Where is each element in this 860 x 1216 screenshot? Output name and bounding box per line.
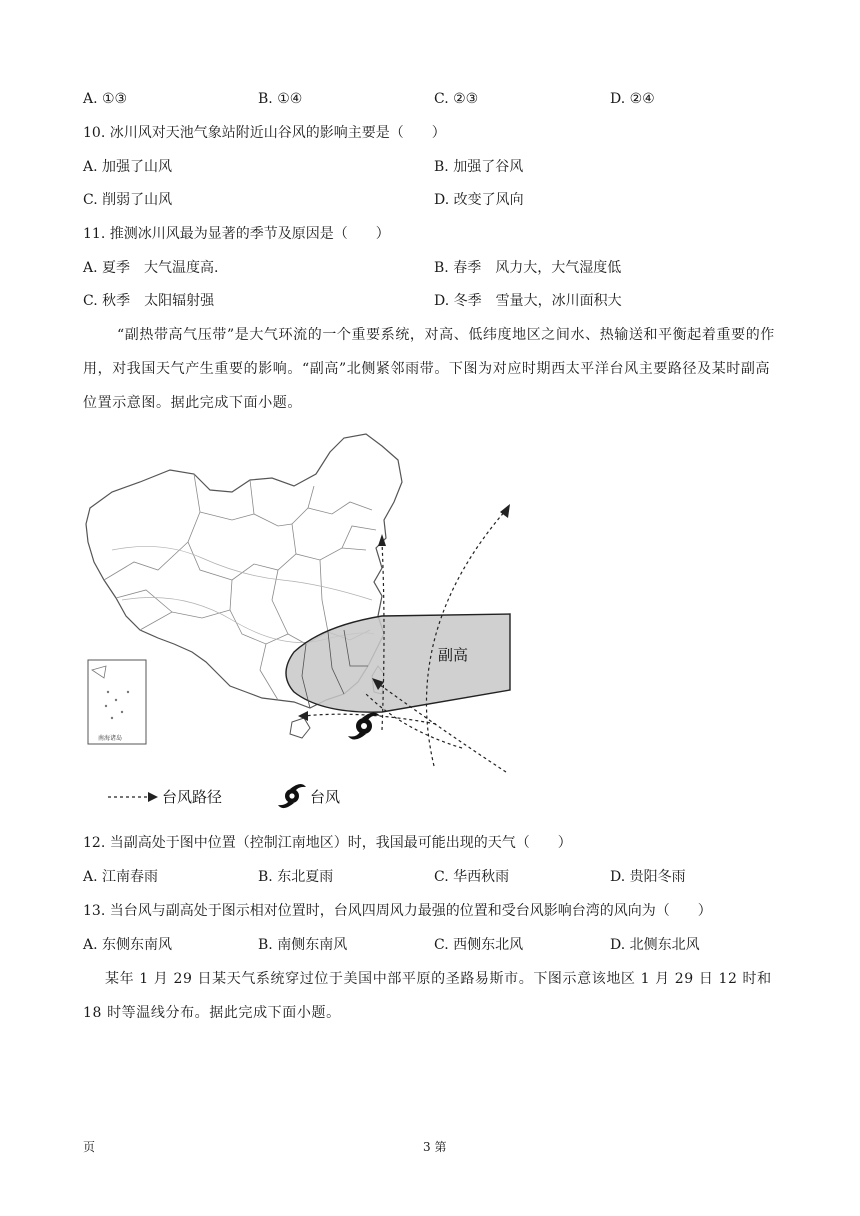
hainan-island [290, 718, 310, 738]
q13-option-a: A. 东侧东南风 [83, 937, 173, 953]
passage-subtropical-high [83, 318, 783, 420]
legend-path-label: 台风路径 [162, 789, 223, 806]
q13-option-d: D. 北侧东北风 [610, 937, 700, 953]
passage-subtropical-high-text: “副热带高气压带”是大气环流的一个重要系统，对高、低纬度地区之间水、热输送和平衡起着重要的作用，对我国天气产生重要的影响。“副高”北侧紧邻雨带。下图为对应时期西太平洋台风主要路径及某时副高位置示意图。据此完成下面小题。 [83, 327, 775, 411]
q9-option-d: D. ②④ [610, 91, 655, 107]
q11-option-b: B. 春季 风力大，大气湿度低 [434, 260, 622, 276]
q12-option-b: B. 东北夏雨 [258, 869, 334, 885]
typhoon-symbol-map [348, 712, 380, 739]
typhoon-map-figure [82, 430, 532, 820]
q9-option-a: A. ①③ [83, 91, 128, 107]
map-legend [108, 784, 340, 808]
footer-left: 页 [83, 1140, 96, 1154]
q11-option-a: A. 夏季 大气温度高. [83, 260, 219, 276]
q12-option-a: A. 江南春雨 [83, 869, 159, 885]
inset-label: 南海诸岛 [98, 736, 123, 742]
q9-option-b: B. ①④ [258, 91, 303, 107]
footer-page-number: 3 第 [423, 1140, 447, 1154]
south-china-sea-inset [88, 660, 146, 744]
q11-option-c: C. 秋季 太阳辐射强 [83, 293, 215, 309]
q13-stem: 13. 当台风与副高处于图示相对位置时，台风四周风力最强的位置和受台风影响台湾的风向为（ ） [83, 903, 712, 919]
subtropical-high-label: 副高 [438, 647, 469, 664]
q11-stem: 11. 推测冰川风最为显著的季节及原因是（ ） [83, 226, 390, 242]
legend-typhoon-icon [278, 784, 306, 808]
q13-option-c: C. 西侧东北风 [434, 937, 524, 953]
q10-option-a: A. 加强了山风 [83, 159, 173, 175]
q13-option-b: B. 南侧东南风 [258, 937, 348, 953]
q10-option-b: B. 加强了谷风 [434, 159, 524, 175]
q9-option-c: C. ②③ [434, 91, 479, 107]
passage-st-louis [83, 962, 783, 1030]
q12-option-c: C. 华西秋雨 [434, 869, 510, 885]
q10-stem: 10. 冰川风对天池气象站附近山谷风的影响主要是（ ） [83, 125, 446, 141]
q10-option-c: C. 削弱了山风 [83, 192, 173, 208]
q11-option-d: D. 冬季 雪量大，冰川面积大 [434, 293, 622, 309]
q12-stem: 12. 当副高处于图中位置（控制江南地区）时，我国最可能出现的天气（ ） [83, 835, 572, 851]
legend-typhoon-label: 台风 [310, 789, 341, 806]
passage-st-louis-text: 某年 1 月 29 日某天气系统穿过位于美国中部平原的圣路易斯市。下图示意该地区 1 月 29 日 12 时和 18 时等温线分布。据此完成下面小题。 [83, 971, 772, 1021]
q10-option-d: D. 改变了风向 [434, 192, 524, 208]
q12-option-d: D. 贵阳冬雨 [610, 869, 686, 885]
